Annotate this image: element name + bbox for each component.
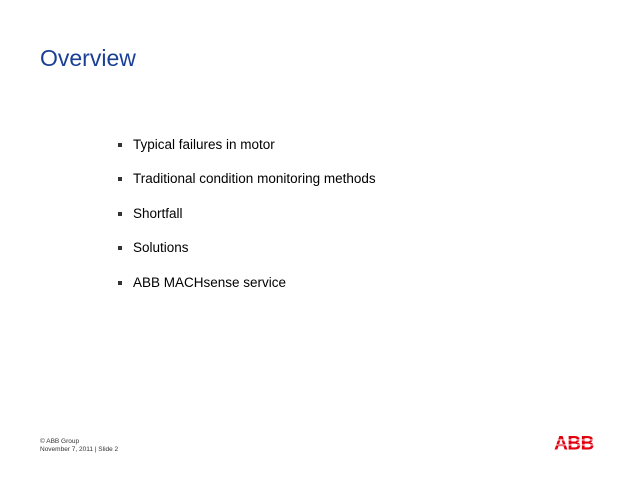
footer-copyright: © ABB Group (40, 438, 80, 445)
square-bullet-icon (118, 246, 122, 250)
bullet-text: Traditional condition monitoring methods (133, 171, 376, 187)
square-bullet-icon (118, 143, 122, 147)
footer-date-slide: November 7, 2011 | Slide 2 (40, 446, 119, 453)
bullet-list (118, 127, 376, 300)
bullet-text: Shortfall (133, 205, 183, 221)
bullet-text: ABB MACHsense service (133, 274, 287, 290)
bullet-item (118, 265, 376, 300)
bullet-item (118, 127, 376, 162)
slide-footer (40, 438, 118, 454)
bullet-text: Typical failures in motor (133, 136, 275, 152)
square-bullet-icon (118, 212, 122, 216)
square-bullet-icon (118, 281, 122, 285)
bullet-item (118, 196, 376, 231)
slide-title: Overview (40, 45, 136, 71)
abb-logo-icon (553, 434, 595, 451)
bullet-item (118, 162, 376, 197)
bullet-text: Solutions (133, 240, 189, 256)
abb-logo-text: ABB (554, 434, 594, 451)
square-bullet-icon (118, 177, 122, 181)
bullet-item (118, 231, 376, 266)
